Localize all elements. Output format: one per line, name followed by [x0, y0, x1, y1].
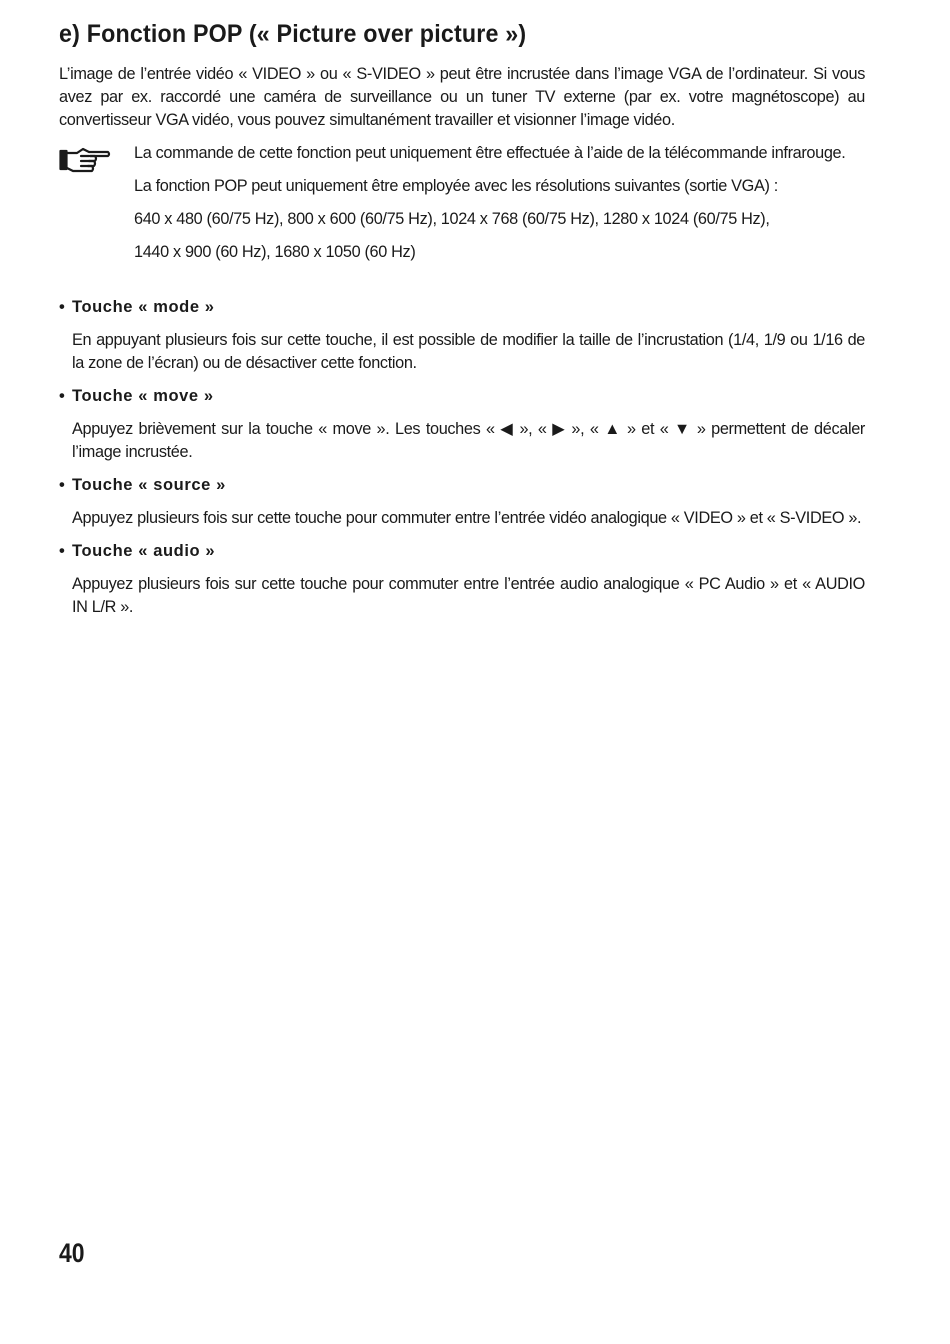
note-line-remote: La commande de cette fonction peut uniquement être effectuée à l’aide de la télécommande infrarouge. — [134, 144, 846, 162]
feature-heading — [59, 296, 865, 319]
pointing-hand-icon — [59, 146, 111, 174]
feature-heading — [59, 385, 865, 408]
feature-title: Touche « source » — [72, 476, 226, 494]
bullet: • — [59, 542, 66, 560]
feature-description: En appuyant plusieurs fois sur cette touche, il est possible de modifier la taille de l’incrustation (1/4, 1/9 ou 1/16 de la zone de l’écran) ou de désactiver cette fonction. — [72, 331, 865, 372]
note-line-resolutions-2: 1440 x 900 (60 Hz), 1680 x 1050 (60 Hz) — [134, 243, 416, 261]
feature-move — [59, 385, 865, 464]
feature-description: Appuyez plusieurs fois sur cette touche pour commuter entre l’entrée vidéo analogique « VIDEO » et « S-VIDEO ». — [72, 509, 862, 527]
feature-description: Appuyez plusieurs fois sur cette touche pour commuter entre l’entrée audio analogique « PC Audio » et « AUDIO IN L/R ». — [72, 575, 865, 616]
note-lines — [134, 142, 874, 274]
note-line-resolutions-intro: La fonction POP peut uniquement être employée avec les résolutions suivantes (sortie VGA) : — [134, 177, 778, 195]
feature-list — [59, 296, 865, 629]
feature-audio — [59, 540, 865, 619]
feature-heading — [59, 540, 865, 563]
feature-title: Touche « mode » — [72, 298, 215, 316]
feature-source — [59, 474, 865, 530]
feature-mode — [59, 296, 865, 375]
bullet: • — [59, 298, 66, 316]
intro-paragraph: L’image de l’entrée vidéo « VIDEO » ou « S-VIDEO » peut être incrustée dans l’image VGA de l’ordinateur. Si vous avez par ex. raccordé une caméra de surveillance ou un tuner TV externe (par ex. votre magnétoscope) au convertisseur VGA vidéo, vous pouvez simultanément travailler et visionner l’image vidéo. — [59, 65, 865, 129]
feature-heading — [59, 474, 865, 497]
feature-description: Appuyez brièvement sur la touche « move ». Les touches « ◀ », « ▶ », « ▲ » et « ▼ » permettent de décaler l’image incrustée. — [72, 420, 865, 461]
feature-title: Touche « audio » — [72, 542, 216, 560]
bullet: • — [59, 476, 66, 494]
note-line-resolutions-1: 640 x 480 (60/75 Hz), 800 x 600 (60/75 Hz), 1024 x 768 (60/75 Hz), 1280 x 1024 (60/75 Hz), — [134, 210, 770, 228]
bullet: • — [59, 387, 66, 405]
page-number: 40 — [59, 1238, 85, 1268]
section-title: e) Fonction POP (« Picture over picture ») — [59, 20, 527, 48]
feature-title: Touche « move » — [72, 387, 214, 405]
